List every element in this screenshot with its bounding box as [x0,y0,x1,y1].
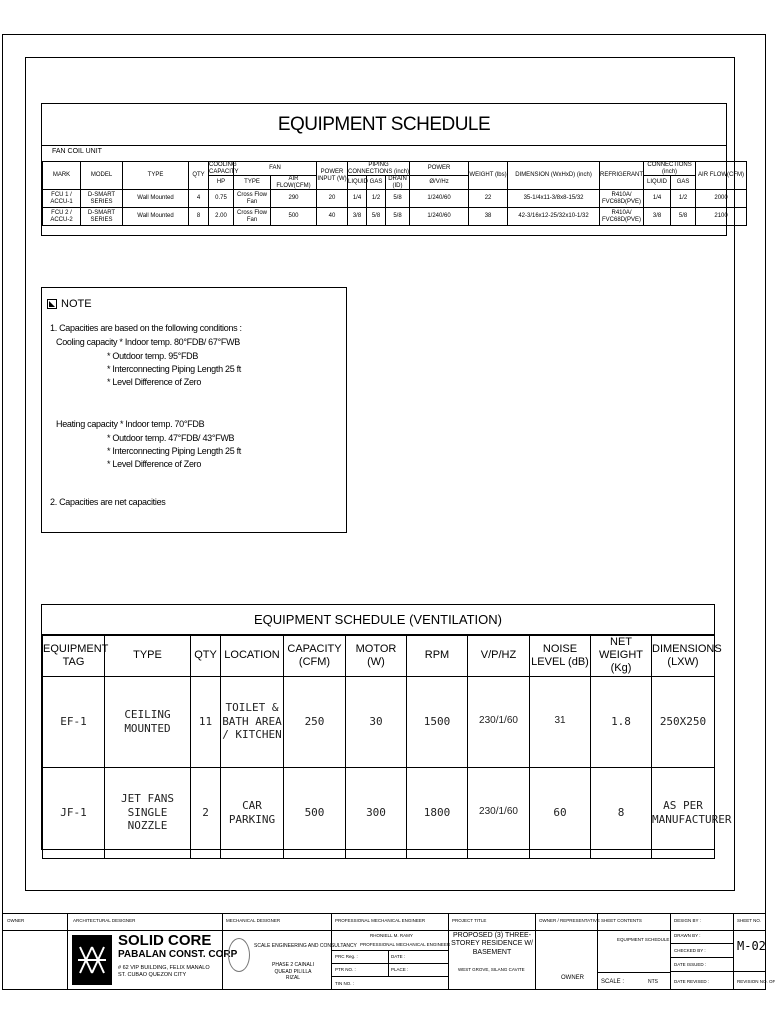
cell-conn-gas: 1/2 [671,190,696,208]
cell-conn-liquid: 1/4 [644,190,671,208]
title-block-divider [670,971,766,972]
engineer-name: RHONIELL M. RAMY [370,933,413,938]
project-location: WEST GROVE, SILANG CAVITE [458,967,525,972]
note-cooling-line: * Level Difference of Zero [107,377,202,387]
cell-type: Wall Mounted [123,208,189,226]
logo-mark-icon [72,935,112,985]
header-noise-level: NOISE LEVEL (dB) [530,636,591,677]
note-heading [47,298,92,310]
header-liquid: LIQUID [348,176,367,190]
header-dimension: DIMENSION (WxHxD) (inch) [508,162,600,190]
cell-dimensions: 250X250 [652,676,715,767]
ventilation-title: EQUIPMENT SCHEDULE (VENTILATION) [42,605,714,635]
design-by-label: DESIGN BY : [674,918,701,923]
note-box [41,287,347,533]
revision-label: REVISION NO. OF [737,979,775,984]
cell-location: TOILET & BATH AREA / KITCHEN [221,676,284,767]
header-vphz: V/P/HZ [468,636,530,677]
cell-airflow: 2000 [696,190,747,208]
cell-qty: 8 [189,208,209,226]
header-mark: MARK [43,162,81,190]
owner-representative-label: OWNER / REPRESENTATIVE [539,918,600,923]
equipment-schedule [41,103,745,236]
title-block-divider [597,972,670,973]
header-refrigerant: REFRIGERANT [600,162,644,190]
cell-capacity: 500 [284,767,346,858]
note-item-1: 1. Capacities are based on the following conditions : [50,323,242,333]
title-block-divider [2,930,766,931]
cell-power-input: 40 [317,208,348,226]
cell-rpm: 1800 [407,767,468,858]
project-title: PROPOSED (3) THREE-STOREY RESIDENCE W/ BASEMENT [451,932,533,956]
table-row [43,190,747,208]
note-heating-line: * Interconnecting Piping Length 25 ft [107,446,242,456]
header-model: MODEL [81,162,123,190]
schedule-title: EQUIPMENT SCHEDULE [42,104,726,146]
consultancy-address: PHASE 2 CAINALI QUEAD PILILLA RIZAL [272,962,314,981]
cell-weight: 22 [469,190,508,208]
cell-fan-airflow: 500 [271,208,317,226]
title-block-divider [670,913,671,990]
cell-vphz: 230/1/60 [468,676,530,767]
cell-noise-level: 31 [530,676,591,767]
date-issued-label: DATE ISSUED : [674,962,707,967]
title-block-divider [388,950,389,976]
note-heating-line: * Outdoor temp. 47°FDB/ 43°FWB [107,433,235,443]
company-name: SOLID CORE [118,932,212,949]
cell-type: CEILING MOUNTED [105,676,191,767]
header-power-unit: Ø/V/Hz [410,176,469,190]
scale-value: NTS [648,979,658,985]
cell-refrigerant: R410A/ FVC68D(PVE) [600,208,644,226]
header-power: POWER [410,162,469,176]
cell-motor: 300 [346,767,407,858]
table-row [43,676,715,767]
header-airflow: AIR FLOW(CFM) [696,162,747,190]
cell-equipment-tag: EF-1 [43,676,105,767]
header-piping: PIPING CONNECTIONS (inch) [348,162,410,175]
note-heating-label: Heating capacity * Indoor temp. 70°FDB [56,419,205,429]
consultancy-logo [228,938,250,972]
header-connections: CONNECTIONS (inch) [644,162,696,176]
sheet-number: M-02 [737,939,766,953]
cell-noise-level: 60 [530,767,591,858]
scale-label: SCALE : [601,979,625,985]
checked-by-label: CHECKED BY : [674,948,706,953]
title-block-divider [670,957,733,958]
header-gas: GAS [367,176,386,190]
ventilation-table [42,635,732,859]
cell-liquid: 3/8 [348,208,367,226]
header-fan: FAN [234,162,317,176]
title-block-divider [733,913,734,990]
title-block-divider [331,963,448,964]
cell-qty: 11 [191,676,221,767]
cell-model: D-SMART SERIES [81,190,123,208]
cell-equipment-tag: JF-1 [43,767,105,858]
prc-label: PRC Reg. : [335,954,358,959]
note-item-2: 2. Capacities are net capacities [50,497,166,507]
ptr-label: PTR NO. : [335,967,356,972]
title-block-divider [597,913,598,990]
cell-net-weight: 8 [591,767,652,858]
cell-qty: 4 [189,190,209,208]
header-dimensions: DIMENSIONS (LXW) [652,636,715,677]
owner-label: OWNER [7,918,25,923]
cell-model: D-SMART SERIES [81,208,123,226]
date-revised-label: DATE REVISED : [674,979,710,984]
cell-location: CAR PARKING [221,767,284,858]
header-capacity: CAPACITY (CFM) [284,636,346,677]
note-cooling-label: Cooling capacity * Indoor temp. 80°FDB/ 67°FWB [56,337,240,347]
cell-drain: 5/8 [386,190,410,208]
owner-value: OWNER [561,975,584,981]
cell-qty: 2 [191,767,221,858]
ventilation-schedule [41,604,732,850]
cell-type: Wall Mounted [123,190,189,208]
header-type: TYPE [105,636,191,677]
solid-core-logo [72,935,112,985]
header-drain: DRAIN (ID) [386,176,410,190]
header-rpm: RPM [407,636,468,677]
cell-capacity: 250 [284,676,346,767]
sheet-contents: EQUIPMENT SCHEDULE [617,937,670,942]
cell-dimension: 42-3/16x12-25/32x10-1/32 [508,208,600,226]
header-weight: WEIGHT (lbs) [469,162,508,190]
title-block-divider [448,913,449,990]
engineer-title: PROFESSIONAL MECHANICAL ENGINEER [360,942,451,947]
header-fan-airflow: AIR FLOW(CFM) [271,176,317,190]
sheet-no-label: SHEET NO. [737,918,762,923]
header-hp: HP [209,176,234,190]
header-conn-liquid: LIQUID [644,176,671,190]
schedule-category: FAN COIL UNIT [52,148,102,155]
title-block-divider [331,976,448,977]
cell-dimensions: AS PER MANUFACTURER [652,767,715,858]
cell-power: 1/240/60 [410,208,469,226]
cell-drain: 5/8 [386,208,410,226]
cell-fan-type: Cross Flow Fan [234,190,271,208]
header-type: TYPE [123,162,189,190]
mechanical-designer-label: MECHANICAL DESIGNER [226,918,281,923]
cell-gas: 1/2 [367,190,386,208]
header-fan-type: TYPE [234,176,271,190]
cell-type: JET FANS SINGLE NOZZLE [105,767,191,858]
cell-motor: 30 [346,676,407,767]
cell-fan-airflow: 290 [271,190,317,208]
note-heating-line: * Level Difference of Zero [107,459,202,469]
company-address: # 62 VIP BUILDING, FELIX MANALO ST. CUBAO QUEZON CITY [118,965,210,978]
header-net-weight: NET WEIGHT (Kg) [591,636,652,677]
cell-hp: 0.75 [209,190,234,208]
cell-liquid: 1/4 [348,190,367,208]
cell-refrigerant: R410A/ FVC68D(PVE) [600,190,644,208]
header-motor: MOTOR (W) [346,636,407,677]
note-heading-text: NOTE [61,298,92,310]
table-row [43,767,715,858]
drawn-by-label: DRAWN BY : [674,933,701,938]
title-block-divider [331,950,448,951]
cell-mark: FCU 1 / ACCU-1 [43,190,81,208]
header-power-input: POWER INPUT (W) [317,162,348,190]
cell-weight: 38 [469,208,508,226]
note-cooling-line: * Interconnecting Piping Length 25 ft [107,364,242,374]
cell-dimension: 35-1/4x11-3/8x8-15/32 [508,190,600,208]
cell-gas: 5/8 [367,208,386,226]
cell-power-input: 20 [317,190,348,208]
date-label: DATE : [391,954,406,959]
header-cooling-capacity: COOLING CAPACITY [209,162,239,175]
cell-rpm: 1500 [407,676,468,767]
header-qty: QTY [191,636,221,677]
consultancy-name: SCALE ENGINEERING AND CONSULTANCY [254,943,357,949]
place-label: PLACE : [391,967,409,972]
fcu-table [42,161,747,226]
cell-fan-type: Cross Flow Fan [234,208,271,226]
header-conn-gas: GAS [671,176,696,190]
cell-vphz: 230/1/60 [468,767,530,858]
architectural-designer-label: ARCHITECTURAL DESIGNER [73,918,136,923]
company-subtitle: PABALAN CONST. CORP [118,949,238,960]
header-location: LOCATION [221,636,284,677]
cell-hp: 2.00 [209,208,234,226]
cell-conn-liquid: 3/8 [644,208,671,226]
title-block-divider [535,913,536,990]
note-icon [47,299,57,309]
title-block-divider [670,943,733,944]
cell-mark: FCU 2 / ACCU-2 [43,208,81,226]
cell-power: 1/240/60 [410,190,469,208]
title-block-divider [67,913,68,990]
header-qty: QTY [189,162,209,190]
header-equipment-tag: EQUIPMENT TAG [43,636,105,677]
cell-net-weight: 1.8 [591,676,652,767]
project-title-label: PROJECT TITLE [452,918,487,923]
title-block-divider [331,913,332,990]
tin-label: TIN NO. : [335,981,354,986]
professional-engineer-label: PROFESSIONAL MECHANICAL ENGINEER [335,918,426,923]
cell-conn-gas: 5/8 [671,208,696,226]
note-cooling-line: * Outdoor temp. 95°FDB [107,351,199,361]
cell-airflow: 2100 [696,208,747,226]
table-row [43,208,747,226]
sheet-contents-label: SHEET CONTENTS [601,918,642,923]
